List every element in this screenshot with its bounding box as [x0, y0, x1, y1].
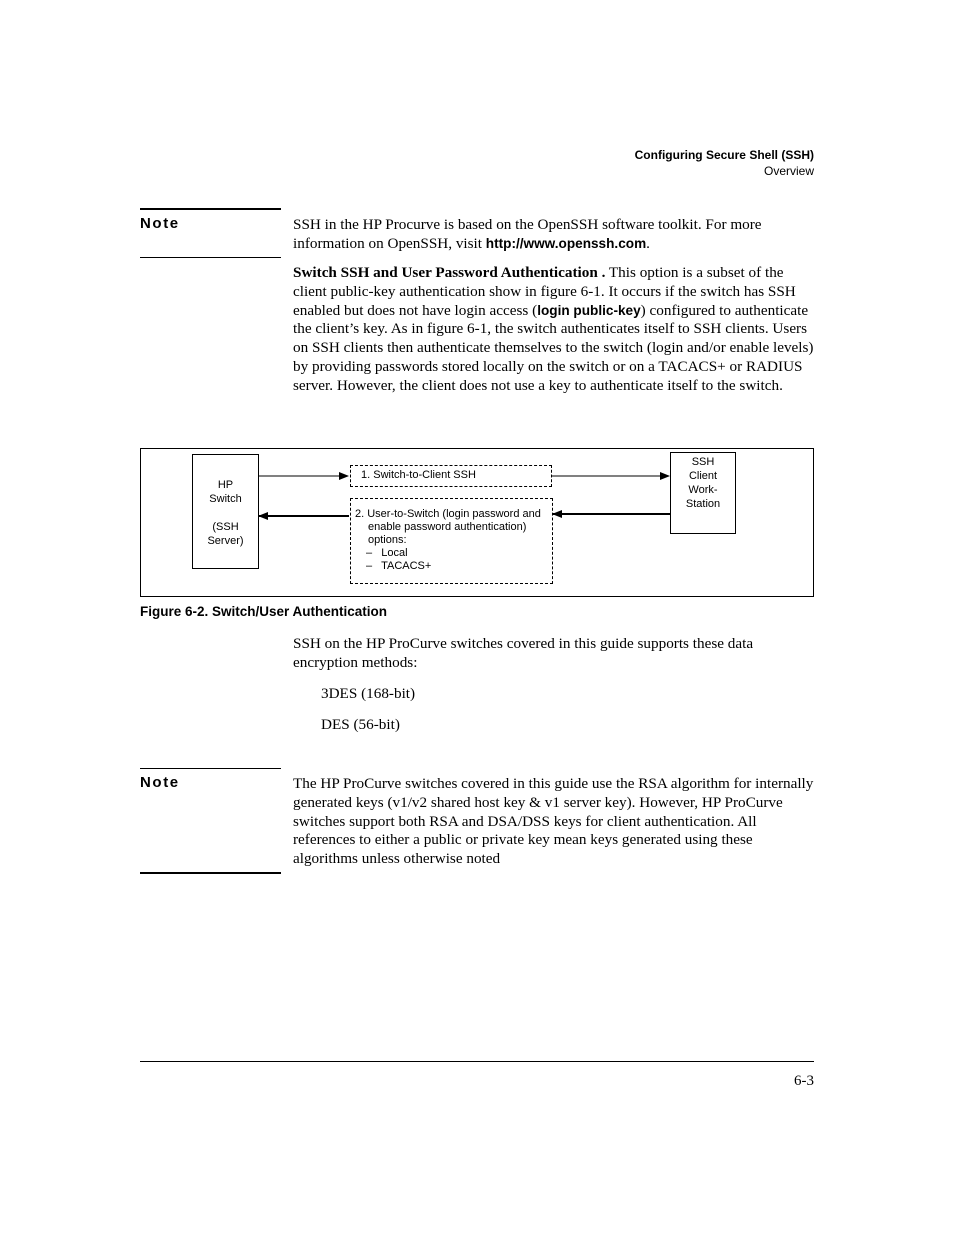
page-number: 6-3: [794, 1073, 814, 1089]
step2-line1: 2. User-to-Switch (login password and: [355, 508, 541, 520]
note2-bottom-rule: [140, 872, 281, 874]
figure-caption: Figure 6-2. Switch/User Authentication: [140, 604, 388, 619]
footer-rule: [140, 1061, 814, 1062]
switch-box-line1: HP: [217, 479, 234, 491]
step1-label: 1. Switch-to-Client SSH: [361, 469, 476, 481]
note2-top-rule: [140, 768, 281, 769]
openssh-link[interactable]: http://www.openssh.com: [485, 235, 647, 251]
running-header-title: Configuring Secure Shell (SSH): [634, 148, 814, 162]
client-box-line1: SSH: [691, 456, 715, 468]
encryption-method-3des: 3DES (168-bit): [321, 685, 416, 702]
switch-box-line4: Server): [207, 535, 244, 547]
running-header-section: Overview: [763, 164, 814, 178]
switch-box-line2: Switch: [209, 493, 242, 505]
client-box-line4: Station: [685, 498, 721, 510]
step2-line2: enable password authentication): [368, 521, 527, 533]
note2-body: [293, 775, 815, 869]
step2-option-local: – Local: [366, 547, 408, 559]
encryption-intro: SSH on the HP ProCurve switches covered in this guide supports these data encryption methods:: [293, 635, 754, 671]
client-box-line2: Client: [688, 470, 718, 482]
note2-label: Note: [140, 774, 180, 791]
section-text-2: ) configured to authenticate the client’s key. As in figure 6-1, the switch authenticates itself to SSH clients. Users on SSH clients then authenticate themselves to the switch (login and/or enable levels) by providing passwords stored locally on the switch or on a TACACS+ or RADIUS server. However, the client does not use a key to authenticate itself to the switch.: [293, 301, 814, 394]
step2-line3: options:: [368, 534, 407, 546]
step2-option-tacacs: – TACACS+: [366, 560, 432, 572]
note2-text: The HP ProCurve switches covered in this guide use the RSA algorithm for internally generated keys (v1/v2 shared host key & v1 server key). However, HP ProCurve switches support both RSA and DSA/DSS keys for client authentication. All references to either a public or private key mean keys generated using these algorithms unless otherwise noted: [293, 775, 814, 868]
section-text-1: This option is a subset of the client public-key authentication show in figure 6-1. It occurs if the switch has SSH enabled but does not have login access (: [293, 264, 796, 319]
note1-text-end: .: [646, 234, 650, 252]
encryption-method-des: DES (56-bit): [321, 716, 400, 733]
command-login-public-key: login public-key: [537, 302, 641, 318]
switch-box-line3: (SSH: [212, 521, 239, 533]
client-box-line3: Work-: [688, 484, 718, 496]
note1-label: Note: [140, 215, 180, 232]
runin-heading: Switch SSH and User Password Authentication .: [293, 264, 606, 281]
note1-text: SSH in the HP Procurve is based on the OpenSSH software toolkit. For more information on OpenSSH, visit: [293, 216, 762, 252]
